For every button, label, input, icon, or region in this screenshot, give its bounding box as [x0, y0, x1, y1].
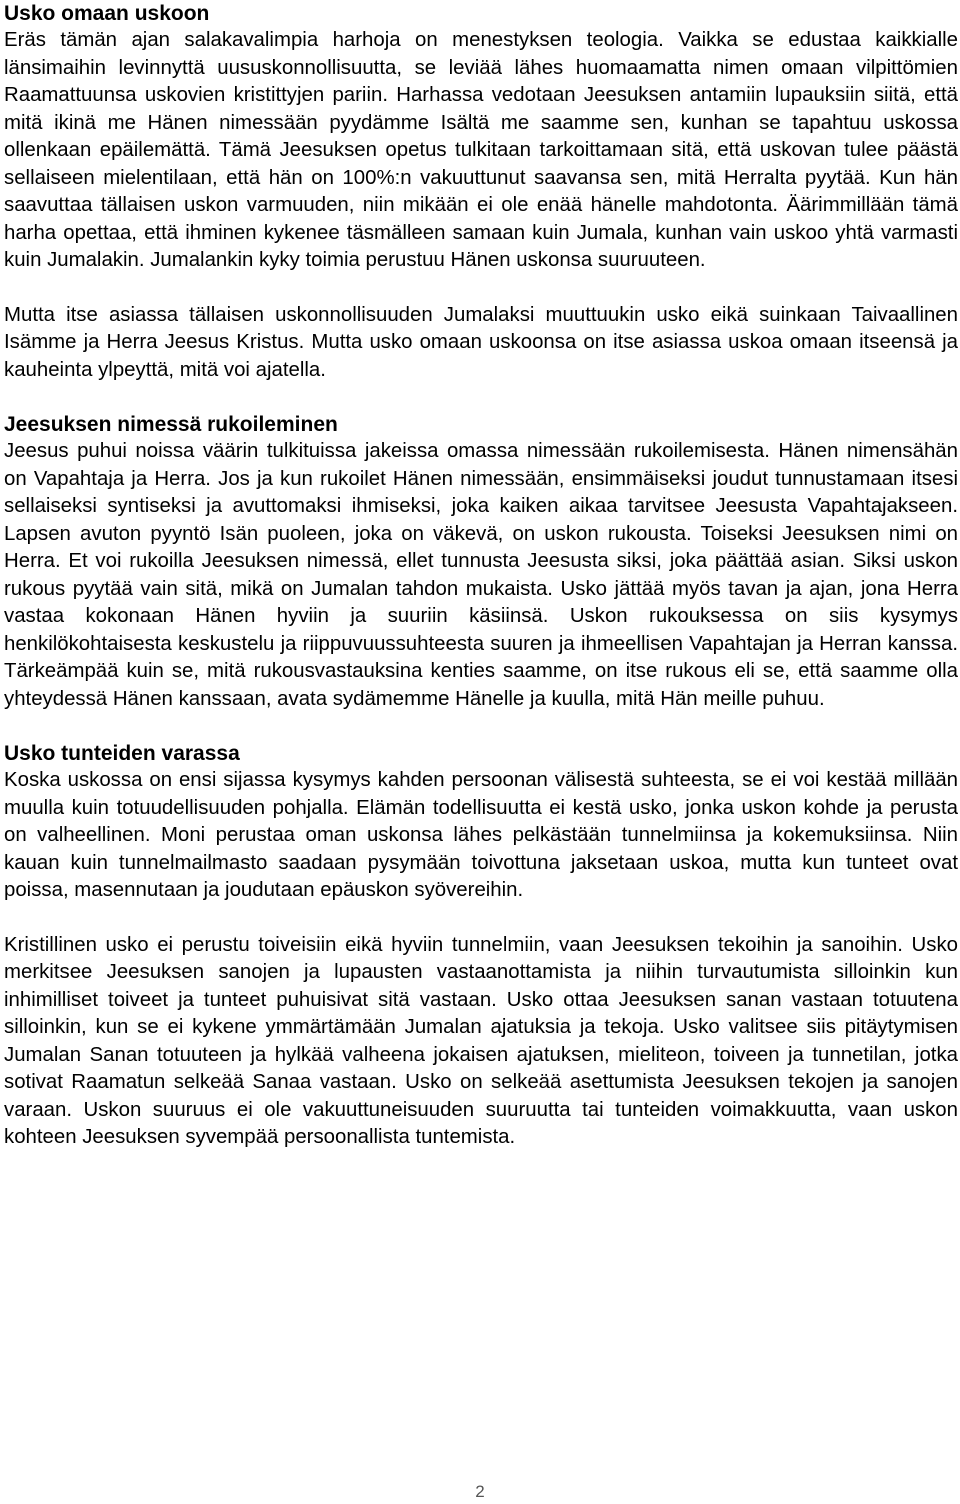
- section-heading: Usko tunteiden varassa: [4, 742, 240, 765]
- paragraph: Koska uskossa on ensi sijassa kysymys kahden persoonan välisestä suhteesta, se ei voi kestää millään muulla kuin totuudellisuuden pohjalla. Elämän todellisuutta ei kestä usko, jonka uskon kohde ja perusta on valheellinen. Moni perustaa oman uskonsa lähes pelkästään tunnelmiinsa ja kokemuksiinsa. Niin kauan kuin tunnelmailmasto saadaan pysymään toivottuna jaksetaan uskoa, mutta kun tunteet ovat poissa, masennutaan ja joudutaan epäuskon syövereihin.: [4, 769, 958, 901]
- paragraph: Eräs tämän ajan salakavalimpia harhoja on menestyksen teologia. Vaikka se edustaa kaikkialle länsimaihin levinnyttä uususkonnollisuutta, se leviää lähes huomaamatta nimen omaan vilpittömien Raamattuunsa uskovien kristittyjen pariin. Harhassa vedotaan Jeesuksen antamiin lupauksiin siitä, että mitä ikinä me Hänen nimessään pyydämme Isältä me saamme sen, kunhan se tapahtuu uskossa ollenkaan epäilemättä. Tämä Jeesuksen opetus tulkitaan tarkoittamaan sitä, että uskovan tulee päästä sellaiseen mielentilaan, että hän on 100%:n vakuuttunut saavansa sen, mitä Herralta pyytää. Kun hän saavuttaa tällaisen uskon varmuuden, niin mikään ei ole enää hänelle mahdotonta. Äärimmillään tämä harha opettaa, että ihminen kykenee täsmälleen samaan kuin Jumala, kunhan vain uskoo yhtä varmasti kuin Jumalakin. Jumalankin kyky toimia perustuu Hänen uskonsa suuruuteen.: [4, 29, 958, 271]
- paragraph-gap: [4, 384, 958, 411]
- section-heading: Usko omaan uskoon: [4, 2, 210, 25]
- paragraph-gap: [4, 275, 958, 302]
- paragraph: Kristillinen usko ei perustu toiveisiin eikä hyviin tunnelmiin, vaan Jeesuksen tekoihin ja sanoihin. Usko merkitsee Jeesuksen sanojen ja lupausten vastaanottamista ja niihin turvautumista silloinkin kun inhimilliset toiveet ja tunteet puhuisivat sitä vastaan. Usko ottaa Jeesuksen sanan vastaan totuutena silloinkin, kun se ei kykene ymmärtämään Jumalan ajatuksia ja tekoja. Usko valitsee siis pitäytymisen Jumalan Sanan totuuteen ja hylkää valheena jokaisen ajatuksen, mieliteon, toiveen ja tunnetilan, jotka sotivat Raamatun selkeää Sanaa vastaan. Usko on selkeää asettumista Jeesuksen tekojen ja sanojen varaan. Uskon suuruus ei ole vakuuttuneisuuden suuruutta tai tunteiden voimakkuutta, vaan uskon kohteen Jeesuksen syvempää persoonallista tuntemista.: [4, 933, 958, 1148]
- page-number: 2: [475, 1482, 485, 1501]
- paragraph-gap: [4, 905, 958, 932]
- paragraph-gap: [4, 713, 958, 740]
- paragraph: Jeesus puhui noissa väärin tulkituissa jakeissa omassa nimessään rukoilemisesta. Hänen nimensähän on Vapahtaja ja Herra. Jos ja kun rukoilet Hänen nimessään, ensimmäiseksi joudut tunnustamaan itsesi sellaiseksi syntiseksi ja avuttomaksi ihmiseksi, joka kaiken aikaa tarvitsee Jeesusta Vapahtajakseen. Lapsen avuton pyyntö Isän puoleen, joka on väkevä, on uskon rukousta. Toiseksi Jeesuksen nimi on Herra. Et voi rukoilla Jeesuksen nimessä, ellet tunnusta Jeesusta siksi, joka päättää asian. Siksi uskon rukous pyytää vain sitä, mikä on Jumalan tahdon mukaista. Usko jättää myös tavan ja ajan, jona Herra vastaa kokonaan Hänen hyviin ja suuriin käsiinsä. Uskon rukouksessa on siis kysymys henkilökohtaisesta keskustelu ja riippuvuussuhteesta suuren ja ihmeellisen Vapahtajan ja Herran kanssa. Tärkeämpää kuin se, mitä rukousvastauksina kenties saamme, on itse rukous eli se, että saamme olla yhteydessä Hänen kanssaan, avata sydämemme Hänelle ja kuulla, mitä Hän meille puhuu.: [4, 440, 958, 710]
- paragraph: Mutta itse asiassa tällaisen uskonnollisuuden Jumalaksi muuttuukin usko eikä suinkaan Taivaallinen Isämme ja Herra Jeesus Kristus. Mutta usko omaan uskoonsa on itse asiassa uskoa omaan itseensä ja kauheinta ylpeyttä, mitä voi ajatella.: [4, 303, 958, 381]
- section-heading: Jeesuksen nimessä rukoileminen: [4, 413, 338, 436]
- document-page: [4, 0, 958, 1152]
